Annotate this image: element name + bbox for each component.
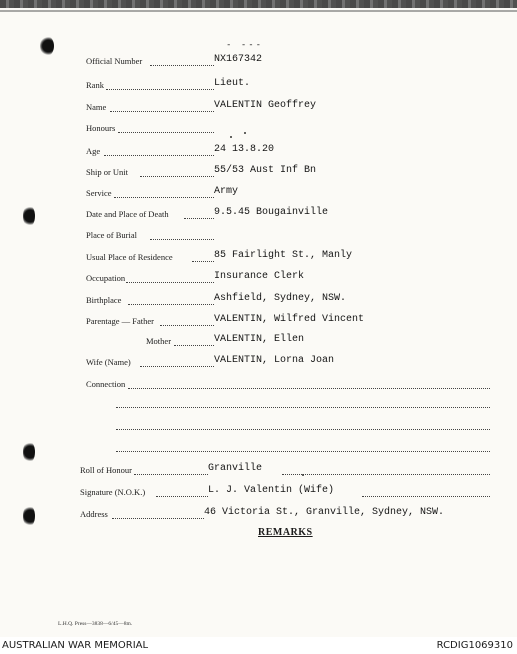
leader-dots (104, 155, 214, 156)
field-label: Place of Burial (86, 230, 137, 240)
leader-dots (282, 474, 490, 475)
field-value: L. J. Valentin (Wife) (208, 485, 335, 496)
field-value: 46 Victoria St., Granville, Sydney, NSW. (204, 507, 445, 518)
leader-dots (184, 218, 214, 219)
field-signature-nok (0, 486, 517, 500)
field-value: VALENTIN, Wilfred Vincent (214, 314, 365, 325)
leader-dots (128, 388, 490, 389)
field-parentage-mother (0, 335, 517, 349)
binder-hole (23, 441, 35, 463)
blank-line (116, 429, 490, 430)
field-label: Signature (N.O.K.) (80, 487, 146, 497)
field-occupation (0, 272, 517, 286)
field-value: 9.5.45 Bougainville (214, 207, 329, 218)
field-value: 55/53 Aust Inf Bn (214, 165, 317, 176)
leader-dots (140, 176, 214, 177)
field-value: Army (214, 186, 239, 197)
leader-dots (150, 65, 214, 66)
remarks-heading: REMARKS (258, 527, 313, 538)
leader-dots (160, 325, 214, 326)
blank-line (116, 451, 490, 452)
field-name (0, 101, 517, 115)
scan-top-line (0, 10, 517, 12)
field-value: 85 Fairlight St., Manly (214, 250, 353, 261)
field-label: Mother (146, 336, 172, 346)
field-usual-residence (0, 251, 517, 265)
leader-dots (128, 304, 214, 305)
leader-dots (106, 89, 214, 90)
record-id: RCDIG1069310 (436, 640, 513, 651)
blank-line (116, 407, 490, 408)
leader-dots (134, 474, 208, 475)
field-age (0, 145, 517, 159)
field-label: Age (86, 146, 101, 156)
field-value: VALENTIN, Lorna Joan (214, 355, 335, 366)
field-label: Service (86, 188, 112, 198)
leader-dots (118, 132, 214, 133)
leader-dots (140, 366, 214, 367)
field-service (0, 187, 517, 201)
field-label: Date and Place of Death (86, 209, 169, 219)
field-official-number (0, 55, 517, 69)
field-value: VALENTIN Geoffrey (214, 100, 317, 111)
leader-dots (110, 111, 214, 112)
leader-dots (156, 496, 208, 497)
field-value: 24 13.8.20 (214, 144, 275, 155)
field-label: Official Number (86, 56, 143, 66)
leader-dots (150, 239, 214, 240)
field-label: Parentage — Father (86, 316, 154, 326)
archive-name: AUSTRALIAN WAR MEMORIAL (2, 640, 149, 651)
field-connection (0, 378, 517, 392)
field-place-of-burial (0, 229, 517, 243)
field-address (0, 508, 517, 522)
field-label: Wife (Name) (86, 357, 131, 367)
field-label: Usual Place of Residence (86, 252, 173, 262)
field-honours (0, 122, 517, 136)
ink-speck (230, 136, 232, 138)
field-rank (0, 79, 517, 93)
field-label: Address (80, 509, 108, 519)
field-label: Connection (86, 379, 126, 389)
field-label: Occupation (86, 273, 126, 283)
leader-dots (126, 282, 214, 283)
printer-note: L.H.Q. Press—3838—6/45—8m. (58, 621, 133, 627)
leader-dots (192, 261, 214, 262)
leader-dots (114, 197, 214, 198)
scan-top-edge (0, 0, 517, 8)
field-label: Roll of Honour (80, 465, 132, 475)
field-birthplace (0, 294, 517, 308)
field-label: Name (86, 102, 107, 112)
field-value: VALENTIN, Ellen (214, 334, 305, 345)
field-ship-or-unit (0, 166, 517, 180)
field-label: Rank (86, 80, 104, 90)
field-value: Ashfield, Sydney, NSW. (214, 293, 347, 304)
field-value: NX167342 (214, 54, 263, 65)
field-wife-name (0, 356, 517, 370)
field-value: Lieut. (214, 78, 251, 89)
field-value: Insurance Clerk (214, 271, 305, 282)
binder-hole (40, 36, 54, 56)
leader-dots (362, 496, 490, 497)
ink-speck (302, 474, 304, 476)
field-label: Ship or Unit (86, 167, 129, 177)
field-label: Honours (86, 123, 116, 133)
field-label: Birthplace (86, 295, 122, 305)
leader-dots (174, 345, 214, 346)
field-date-place-of-death (0, 208, 517, 222)
ink-speck (244, 132, 246, 134)
leader-dots (112, 518, 204, 519)
form-mark: - --- (226, 40, 264, 50)
field-value: Granville (208, 463, 263, 474)
field-parentage-father (0, 315, 517, 329)
archive-footer (0, 637, 517, 653)
field-roll-of-honour (0, 464, 517, 478)
